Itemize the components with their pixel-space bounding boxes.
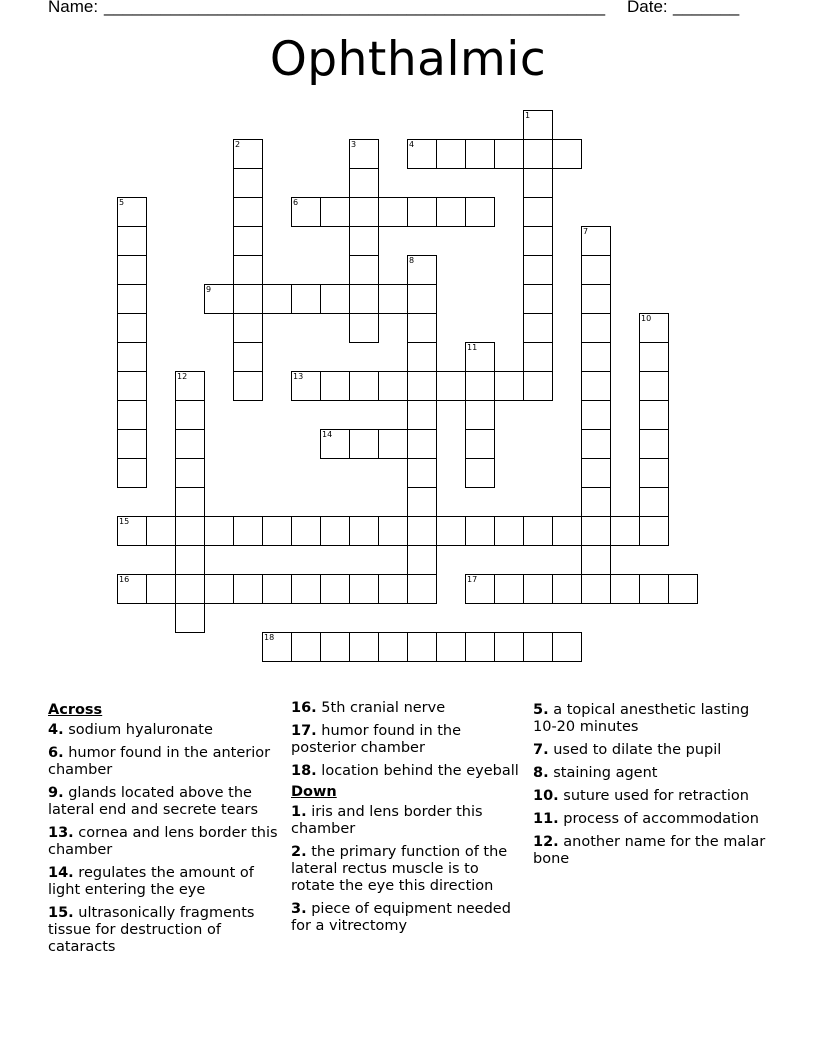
clue-text: iris and lens border this chamber bbox=[291, 804, 483, 837]
clue-number: 4. bbox=[48, 722, 64, 738]
grid-cell[interactable] bbox=[378, 371, 408, 401]
grid-cell[interactable] bbox=[523, 313, 553, 343]
grid-cell[interactable] bbox=[146, 516, 176, 546]
clue-number: 6. bbox=[48, 745, 64, 761]
grid-cell[interactable] bbox=[581, 487, 611, 517]
grid-cell[interactable] bbox=[349, 574, 379, 604]
clue-text: a topical anesthetic lasting 10-20 minutes bbox=[533, 702, 750, 735]
grid-cell[interactable] bbox=[378, 429, 408, 459]
grid-cell[interactable] bbox=[320, 197, 350, 227]
grid-cell[interactable] bbox=[204, 284, 234, 314]
clue-number: 16. bbox=[291, 700, 317, 716]
grid-cell[interactable] bbox=[407, 574, 437, 604]
clue bbox=[48, 865, 283, 899]
grid-cell[interactable] bbox=[349, 197, 379, 227]
clue-number: 9. bbox=[48, 785, 64, 801]
grid-cell[interactable] bbox=[465, 574, 495, 604]
cell-number: 18 bbox=[264, 633, 275, 642]
grid-cell[interactable] bbox=[407, 255, 437, 285]
clue-text: process of accommodation bbox=[558, 811, 759, 827]
grid-cell[interactable] bbox=[233, 226, 263, 256]
grid-cell[interactable] bbox=[378, 284, 408, 314]
grid-cell[interactable] bbox=[117, 400, 147, 430]
clues-column-2 bbox=[291, 700, 526, 941]
grid-cell[interactable] bbox=[494, 574, 524, 604]
grid-cell[interactable] bbox=[320, 429, 350, 459]
grid-cell[interactable] bbox=[291, 197, 321, 227]
cell-number: 10 bbox=[641, 314, 652, 323]
grid-cell[interactable] bbox=[349, 284, 379, 314]
across-heading: Across bbox=[48, 702, 103, 718]
grid-cell[interactable] bbox=[494, 632, 524, 662]
grid-cell[interactable] bbox=[349, 429, 379, 459]
grid-cell[interactable] bbox=[349, 139, 379, 169]
clue-number: 1. bbox=[291, 804, 307, 820]
clue-number: 2. bbox=[291, 844, 307, 860]
grid-cell[interactable] bbox=[581, 371, 611, 401]
clue bbox=[291, 763, 526, 780]
grid-cell[interactable] bbox=[233, 197, 263, 227]
grid-cell[interactable] bbox=[117, 197, 147, 227]
grid-cell[interactable] bbox=[117, 284, 147, 314]
grid-cell[interactable] bbox=[291, 516, 321, 546]
clue-number: 14. bbox=[48, 865, 74, 881]
grid-cell[interactable] bbox=[581, 429, 611, 459]
cell-number: 4 bbox=[409, 140, 415, 149]
clue-text: glands located above the lateral end and secrete tears bbox=[48, 785, 259, 818]
grid-cell[interactable] bbox=[349, 313, 379, 343]
grid-cell[interactable] bbox=[175, 429, 205, 459]
grid-cell[interactable] bbox=[581, 516, 611, 546]
cell-number: 16 bbox=[119, 575, 130, 584]
grid-cell[interactable] bbox=[523, 342, 553, 372]
grid-cell[interactable] bbox=[523, 197, 553, 227]
down-heading: Down bbox=[291, 784, 337, 800]
grid-cell[interactable] bbox=[233, 284, 263, 314]
grid-cell[interactable] bbox=[407, 313, 437, 343]
clue-text: humor found in the posterior chamber bbox=[291, 723, 462, 756]
clue bbox=[533, 742, 768, 759]
grid-cell[interactable] bbox=[436, 371, 466, 401]
grid-cell[interactable] bbox=[233, 168, 263, 198]
clue bbox=[291, 723, 526, 757]
grid-cell[interactable] bbox=[117, 458, 147, 488]
grid-cell[interactable] bbox=[581, 574, 611, 604]
grid-cell[interactable] bbox=[610, 516, 640, 546]
grid-cell[interactable] bbox=[639, 313, 669, 343]
grid-cell[interactable] bbox=[117, 342, 147, 372]
grid-cell[interactable] bbox=[291, 632, 321, 662]
clue-text: used to dilate the pupil bbox=[548, 742, 722, 758]
grid-cell[interactable] bbox=[320, 284, 350, 314]
grid-cell[interactable] bbox=[639, 400, 669, 430]
clue-number: 8. bbox=[533, 765, 549, 781]
grid-cell[interactable] bbox=[436, 139, 466, 169]
grid-cell[interactable] bbox=[407, 516, 437, 546]
cell-number: 8 bbox=[409, 256, 415, 265]
grid-cell[interactable] bbox=[204, 574, 234, 604]
cell-number: 9 bbox=[206, 285, 212, 294]
grid-cell[interactable] bbox=[581, 400, 611, 430]
grid-cell[interactable] bbox=[523, 574, 553, 604]
grid-cell[interactable] bbox=[552, 516, 582, 546]
grid-cell[interactable] bbox=[523, 226, 553, 256]
grid-cell[interactable] bbox=[436, 197, 466, 227]
clue-number: 5. bbox=[533, 702, 549, 718]
clue-text: staining agent bbox=[548, 765, 658, 781]
across-clue-list-continued bbox=[291, 700, 526, 780]
clues-column-1 bbox=[48, 700, 283, 962]
grid-cell[interactable] bbox=[349, 168, 379, 198]
cell-number: 7 bbox=[583, 227, 589, 236]
cell-number: 1 bbox=[525, 111, 531, 120]
grid-cell[interactable] bbox=[552, 632, 582, 662]
grid-cell[interactable] bbox=[465, 400, 495, 430]
grid-cell[interactable] bbox=[175, 516, 205, 546]
grid-cell[interactable] bbox=[407, 139, 437, 169]
clue-text: location behind the eyeball bbox=[316, 763, 519, 779]
grid-cell[interactable] bbox=[523, 516, 553, 546]
grid-cell[interactable] bbox=[465, 342, 495, 372]
grid-cell[interactable] bbox=[465, 632, 495, 662]
grid-cell[interactable] bbox=[581, 313, 611, 343]
grid-cell[interactable] bbox=[581, 458, 611, 488]
grid-cell[interactable] bbox=[581, 545, 611, 575]
clue-text: suture used for retraction bbox=[558, 788, 749, 804]
grid-cell[interactable] bbox=[581, 226, 611, 256]
grid-cell[interactable] bbox=[407, 371, 437, 401]
cell-number: 15 bbox=[119, 517, 130, 526]
clue-text: piece of equipment needed for a vitrectomy bbox=[291, 901, 511, 934]
grid-cell[interactable] bbox=[233, 342, 263, 372]
grid-cell[interactable] bbox=[581, 342, 611, 372]
clue bbox=[291, 804, 526, 838]
grid-cell[interactable] bbox=[639, 342, 669, 372]
cell-number: 3 bbox=[351, 140, 357, 149]
grid-cell[interactable] bbox=[117, 574, 147, 604]
clue bbox=[48, 722, 283, 739]
clue-text: cornea and lens border this chamber bbox=[48, 825, 278, 858]
grid-cell[interactable] bbox=[378, 632, 408, 662]
cell-number: 17 bbox=[467, 575, 478, 584]
clue-text: ultrasonically fragments tissue for destruction of cataracts bbox=[48, 905, 255, 955]
grid-cell[interactable] bbox=[378, 516, 408, 546]
clue-number: 11. bbox=[533, 811, 559, 827]
grid-cell[interactable] bbox=[117, 255, 147, 285]
grid-cell[interactable] bbox=[523, 284, 553, 314]
grid-cell[interactable] bbox=[233, 371, 263, 401]
clue-number: 12. bbox=[533, 834, 559, 850]
cell-number: 2 bbox=[235, 140, 241, 149]
grid-cell[interactable] bbox=[233, 313, 263, 343]
grid-cell[interactable] bbox=[175, 400, 205, 430]
grid-cell[interactable] bbox=[407, 197, 437, 227]
grid-cell[interactable] bbox=[639, 371, 669, 401]
grid-cell[interactable] bbox=[523, 168, 553, 198]
clue bbox=[533, 765, 768, 782]
cell-number: 13 bbox=[293, 372, 304, 381]
cell-number: 12 bbox=[177, 372, 188, 381]
clue-number: 18. bbox=[291, 763, 317, 779]
grid-cell[interactable] bbox=[320, 632, 350, 662]
clue-text: 5th cranial nerve bbox=[316, 700, 446, 716]
page-title: Ophthalmic bbox=[269, 32, 547, 87]
clue-number: 3. bbox=[291, 901, 307, 917]
grid-cell[interactable] bbox=[349, 516, 379, 546]
clue-text: another name for the malar bone bbox=[533, 834, 766, 867]
clue bbox=[48, 785, 283, 819]
grid-cell[interactable] bbox=[407, 429, 437, 459]
grid-cell[interactable] bbox=[407, 342, 437, 372]
cell-number: 11 bbox=[467, 343, 478, 352]
grid-cell[interactable] bbox=[639, 516, 669, 546]
grid-cell[interactable] bbox=[175, 458, 205, 488]
grid-cell[interactable] bbox=[639, 429, 669, 459]
grid-cell[interactable] bbox=[175, 487, 205, 517]
down-clue-list-continued bbox=[533, 702, 768, 868]
grid-cell[interactable] bbox=[494, 371, 524, 401]
grid-cell[interactable] bbox=[349, 371, 379, 401]
grid-cell[interactable] bbox=[233, 516, 263, 546]
clue bbox=[291, 844, 526, 895]
clue-text: the primary function of the lateral rectus muscle is to rotate the eye this direction bbox=[291, 844, 508, 894]
grid-cell[interactable] bbox=[523, 255, 553, 285]
clue bbox=[48, 745, 283, 779]
grid-cell[interactable] bbox=[407, 487, 437, 517]
grid-cell[interactable] bbox=[117, 313, 147, 343]
grid-cell[interactable] bbox=[262, 574, 292, 604]
grid-cell[interactable] bbox=[465, 197, 495, 227]
across-clue-list bbox=[48, 722, 283, 956]
grid-cell[interactable] bbox=[581, 284, 611, 314]
grid-cell[interactable] bbox=[204, 516, 234, 546]
grid-cell[interactable] bbox=[349, 632, 379, 662]
grid-cell[interactable] bbox=[494, 139, 524, 169]
grid-cell[interactable] bbox=[465, 516, 495, 546]
grid-cell[interactable] bbox=[523, 632, 553, 662]
grid-cell[interactable] bbox=[523, 110, 553, 140]
grid-cell[interactable] bbox=[117, 516, 147, 546]
grid-cell[interactable] bbox=[407, 458, 437, 488]
down-clue-list bbox=[291, 804, 526, 935]
grid-cell[interactable] bbox=[639, 458, 669, 488]
grid-cell[interactable] bbox=[320, 371, 350, 401]
cell-number: 5 bbox=[119, 198, 125, 207]
cell-number: 14 bbox=[322, 430, 333, 439]
clue bbox=[533, 811, 768, 828]
grid-cell[interactable] bbox=[117, 226, 147, 256]
date-line: _______ bbox=[673, 0, 740, 16]
clue bbox=[48, 825, 283, 859]
clue bbox=[291, 700, 526, 717]
grid-cell[interactable] bbox=[175, 371, 205, 401]
clue-number: 13. bbox=[48, 825, 74, 841]
clue-text: regulates the amount of light entering the eye bbox=[48, 865, 254, 898]
grid-cell[interactable] bbox=[175, 603, 205, 633]
grid-cell[interactable] bbox=[262, 516, 292, 546]
grid-cell[interactable] bbox=[233, 255, 263, 285]
grid-cell[interactable] bbox=[117, 371, 147, 401]
grid-cell[interactable] bbox=[291, 371, 321, 401]
grid-cell[interactable] bbox=[523, 371, 553, 401]
grid-cell[interactable] bbox=[494, 516, 524, 546]
clue bbox=[48, 905, 283, 956]
cell-number: 6 bbox=[293, 198, 299, 207]
grid-cell[interactable] bbox=[523, 139, 553, 169]
date-label: Date: bbox=[627, 0, 668, 16]
name-line: _____________________________________________________ bbox=[104, 0, 606, 16]
grid-cell[interactable] bbox=[407, 545, 437, 575]
grid-cell[interactable] bbox=[262, 284, 292, 314]
clue-number: 7. bbox=[533, 742, 549, 758]
grid-cell[interactable] bbox=[233, 574, 263, 604]
grid-cell[interactable] bbox=[552, 574, 582, 604]
grid-cell[interactable] bbox=[320, 516, 350, 546]
clue bbox=[291, 901, 526, 935]
grid-cell[interactable] bbox=[639, 574, 669, 604]
clue-number: 10. bbox=[533, 788, 559, 804]
grid-cell[interactable] bbox=[465, 429, 495, 459]
clue bbox=[533, 702, 768, 736]
grid-cell[interactable] bbox=[146, 574, 176, 604]
grid-cell[interactable] bbox=[639, 487, 669, 517]
grid-cell[interactable] bbox=[465, 371, 495, 401]
grid-cell[interactable] bbox=[291, 574, 321, 604]
clue-text: humor found in the anterior chamber bbox=[48, 745, 271, 778]
grid-cell[interactable] bbox=[552, 139, 582, 169]
grid-cell[interactable] bbox=[378, 574, 408, 604]
grid-cell[interactable] bbox=[407, 400, 437, 430]
grid-cell[interactable] bbox=[175, 545, 205, 575]
clue bbox=[533, 834, 768, 868]
grid-cell[interactable] bbox=[436, 632, 466, 662]
clues-column-3 bbox=[533, 700, 768, 874]
grid-cell[interactable] bbox=[291, 284, 321, 314]
grid-cell[interactable] bbox=[436, 516, 466, 546]
grid-cell[interactable] bbox=[668, 574, 698, 604]
clue-number: 17. bbox=[291, 723, 317, 739]
grid-cell[interactable] bbox=[349, 255, 379, 285]
grid-cell[interactable] bbox=[233, 139, 263, 169]
name-label: Name: bbox=[48, 0, 99, 16]
grid-cell[interactable] bbox=[610, 574, 640, 604]
grid-cell[interactable] bbox=[320, 574, 350, 604]
grid-cell[interactable] bbox=[349, 226, 379, 256]
clue-text: sodium hyaluronate bbox=[63, 722, 213, 738]
grid-cell[interactable] bbox=[117, 429, 147, 459]
grid-cell[interactable] bbox=[581, 255, 611, 285]
clue-number: 15. bbox=[48, 905, 74, 921]
grid-cell[interactable] bbox=[378, 197, 408, 227]
grid-cell[interactable] bbox=[175, 574, 205, 604]
grid-cell[interactable] bbox=[465, 458, 495, 488]
grid-cell[interactable] bbox=[407, 632, 437, 662]
grid-cell[interactable] bbox=[262, 632, 292, 662]
grid-cell[interactable] bbox=[407, 284, 437, 314]
clue bbox=[533, 788, 768, 805]
grid-cell[interactable] bbox=[465, 139, 495, 169]
